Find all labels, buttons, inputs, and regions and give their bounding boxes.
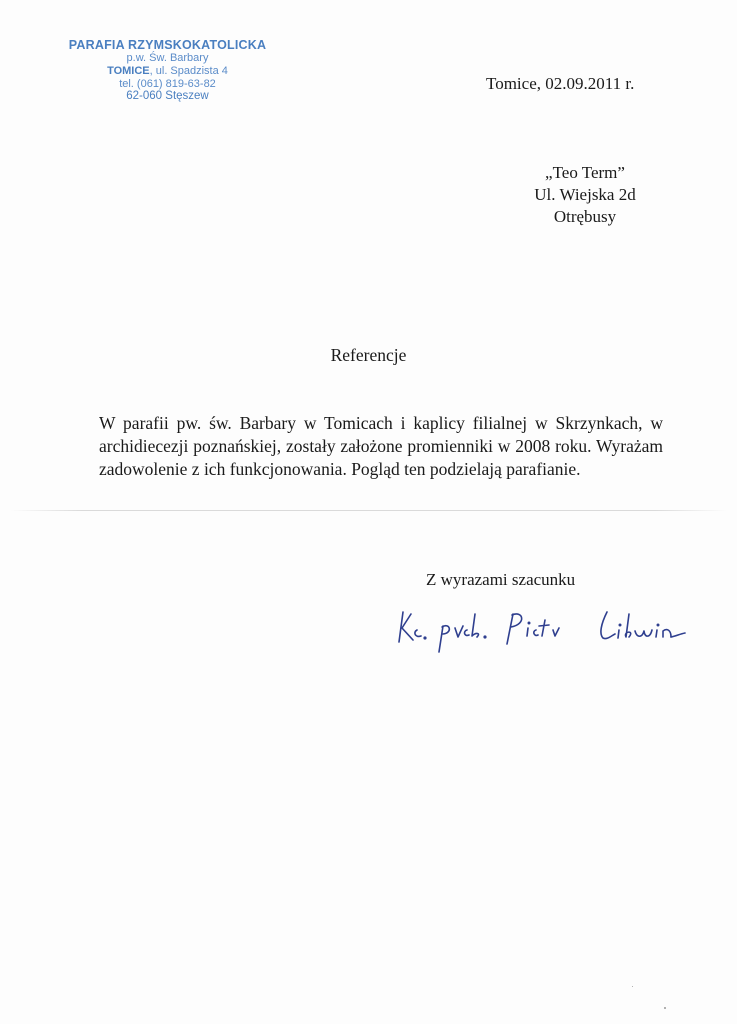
parish-stamp <box>60 38 275 104</box>
letter-date: Tomice, 02.09.2011 r. <box>486 74 635 93</box>
scan-speck <box>632 986 633 987</box>
stamp-patron: p.w. Św. Barbary <box>126 52 209 65</box>
scan-speck <box>664 1007 666 1009</box>
stamp-postal: 62-060 Stęszew <box>126 90 209 103</box>
stamp-address <box>60 65 275 78</box>
stamp-title: PARAFIA RZYMSKOKATOLICKA <box>68 38 267 52</box>
recipient-street: Ul. Wiejska 2d <box>534 185 636 205</box>
letter-title: Referencje <box>330 345 407 365</box>
recipient-block <box>470 162 700 228</box>
recipient-city: Otrębusy <box>553 207 617 227</box>
stamp-phone: tel. (061) 819-63-82 <box>119 77 216 90</box>
stamp-street: , ul. Spadzista 4 <box>149 65 228 78</box>
fold-line <box>10 510 727 511</box>
letter-body: W parafii pw. św. Barbary w Tomicach i kaplicy filialnej w Skrzynkach, w archidiecezji poznańskiej, zostały założone promienniki w 2008 roku. Wyrażam zadowolenie z ich funkcjonowania. Pogląd ten podzielają parafianie. <box>99 413 663 479</box>
recipient-name: „Teo Term” <box>545 163 625 182</box>
handwritten-signature <box>395 600 700 655</box>
stamp-city-label: TOMICE <box>107 65 150 78</box>
letter-closing: Z wyrazami szacunku <box>426 570 576 589</box>
